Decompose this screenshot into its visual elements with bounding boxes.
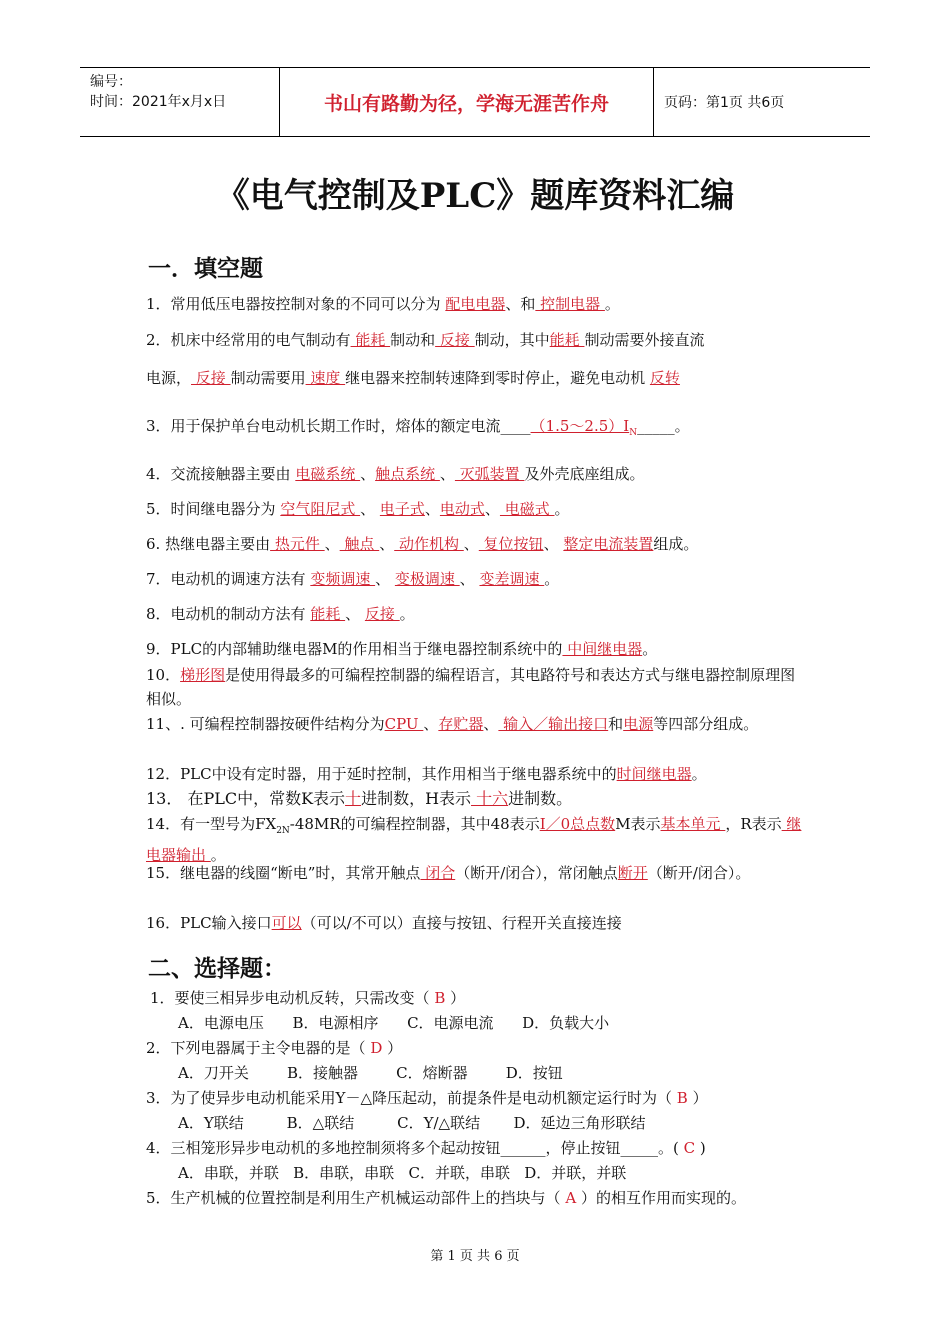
section-fill-heading: 一．填空题 [148,256,263,282]
choice-q2-options: A．刀开关 B．接触器 C．熔断器 D．按钮 [178,1064,563,1082]
page-footer: 第 1 页 共 6 页 [430,1249,520,1264]
fill-q2-cont: 电源， 反接 制动需要用 速度 继电器来控制转速降到零时停止，避免电动机 反转 [146,369,680,387]
section-choice-heading: 二、选择题： [148,956,286,982]
fill-q9: 9．PLC的内部辅助继电器M的作用相当于继电器控制系统中的 中间继电器。 [146,640,658,658]
fill-q15: 15．继电器的线圈“断电”时，其常开触点 闭合（断开/闭合），常闭触点断开（断开/闭合）。 [146,864,751,882]
fill-q5: 5．时间继电器分为 空气阻尼式 、 电子式、电动式、 电磁式 。 [146,500,570,518]
fill-q14: 14．有一型号为$FX_{2N}-48MR$的可编程控制器，其中48表示I／0总点数M表示基本单元 ，R表示 继电器输出 。 [146,815,802,864]
page-label: 页码：第1页 共6页 [664,95,785,111]
choice-q3-options: A．Y联结 B．△联结 C．Y/△联结 D．延边三角形联结 [178,1114,646,1132]
choice-q4-options: A．串联，并联 B．串联，串联 C．并联，串联 D．并联，并联 [178,1164,627,1182]
document-title: 《电气控制及PLC》题库资料汇编 [215,176,735,216]
fill-q2: 2．机床中经常用的电气制动有 能耗 制动和 反接 制动，其中能耗 制动需要外接直流 [146,331,705,349]
choice-q2: 2．下列电器属于主令电器的是（ D ） [146,1039,403,1057]
fill-q16: 16．PLC输入接口可以（可以/不可以）直接与按钮、行程开关直接连接 [146,914,622,932]
page-header [80,67,870,137]
time-label: 时间：2021年x月x日 [90,94,227,110]
fill-q6: 6. 热继电器主要由 热元件 、 触点 、 动作机构 、 复位按钮、 整定电流装置组成。 [146,535,699,553]
choice-q3: 3．为了使异步电动机能采用Y－△降压起动，前提条件是电动机额定运行时为（ B ） [146,1089,708,1107]
motto: 书山有路勤为径，学海无涯苦作舟 [280,68,654,136]
number-label: 编号： [90,74,132,90]
fill-q4: 4．交流接触器主要由 电磁系统 、触点系统 、 灭弧装置 及外壳底座组成。 [146,465,645,483]
fill-q7: 7．电动机的调速方法有 变频调速 、 变极调速 、 变差调速 。 [146,570,560,588]
fill-q11: 11、. 可编程控制器按硬件结构分为CPU 、存贮器、 输入／输出接口和电源等四部分组成。 [146,715,759,733]
fill-q1: 1．常用低压电器按控制对象的不同可以分为 配电电器、和 控制电器 。 [146,295,620,313]
choice-q1-options: A．电源电压 B．电源相序 C．电源电流 D．负载大小 [178,1014,610,1032]
fill-q8: 8．电动机的制动方法有 能耗 、 反接 。 [146,605,415,623]
choice-q5: 5．生产机械的位置控制是利用生产机械运动部件上的挡块与（ A ）的相互作用而实现的。 [146,1189,746,1207]
fill-q13: 13． 在PLC中，常数K表示十进制数，H表示 十六进制数。 [146,789,573,808]
fill-q12: 12．PLC中设有定时器，用于延时控制，其作用相当于继电器系统中的时间继电器。 [146,765,707,783]
fill-q10: 10．梯形图是使用得最多的可编程控制器的编程语言，其电路符号和表达方式与继电器控制原理图相似。 [146,666,796,708]
choice-q1: 1．要使三相异步电动机反转，只需改变（ B ） [150,989,466,1007]
choice-q4: 4．三相笼形异步电动机的多地控制须将多个起动按钮______，停止按钮_____。( C ) [146,1139,706,1157]
fill-q3: 3．用于保护单台电动机长期工作时，熔体的额定电流$\_\_\_\_(1.5\sim 2.5)I_N\_\_\_\_\_$。 [146,417,690,438]
header-meta [80,68,280,136]
